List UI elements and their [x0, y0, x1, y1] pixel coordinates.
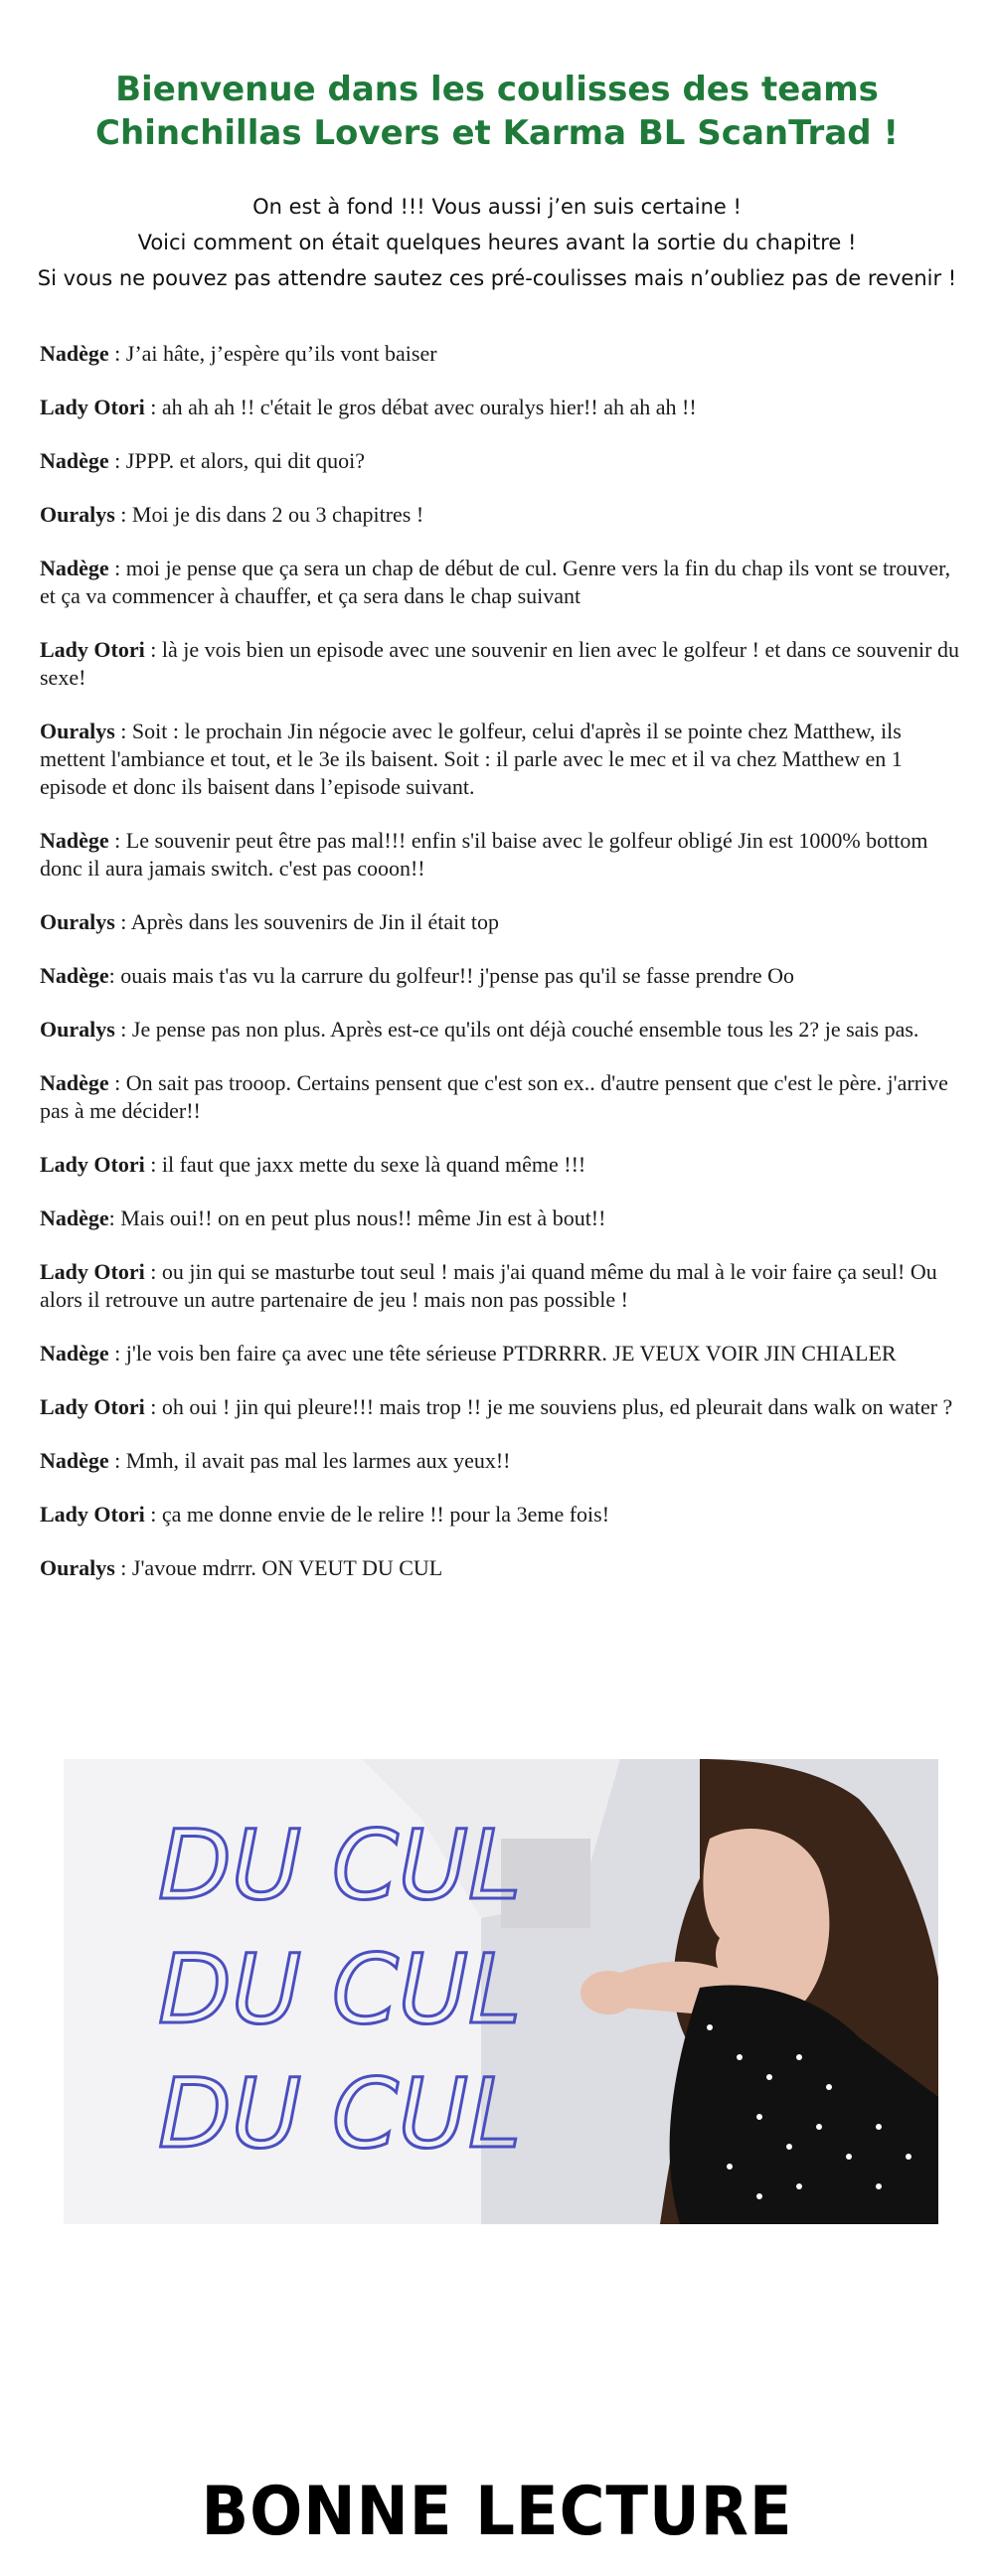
- chat-speaker: Nadège: [40, 341, 109, 366]
- bonne-lecture-label: BONNE LECTURE: [201, 2473, 793, 2551]
- chat-speaker: Lady Otori: [40, 1394, 145, 1419]
- chat-message: [40, 1340, 964, 1368]
- chat-text: : moi je pense que ça sera un chap de début de cul. Genre vers la fin du chap ils vont se trouver, et ça va commencer à chauffer, et ça sera dans le chap suivant: [40, 556, 951, 608]
- whiteboard-line-2: DU CUL: [158, 1934, 522, 2045]
- chat-speaker: Nadège: [40, 556, 109, 580]
- chat-speaker: Nadège: [40, 1206, 109, 1230]
- chat-message: [40, 962, 964, 990]
- chat-text: : J'avoue mdrrr. ON VEUT DU CUL: [114, 1555, 443, 1580]
- chat-text: : il faut que jaxx mette du sexe là quand même !!!: [144, 1152, 586, 1177]
- chat-message: [40, 908, 964, 936]
- chat-speaker: Lady Otori: [40, 1259, 145, 1284]
- chat-speaker: Nadège: [40, 448, 109, 473]
- chat-speaker: Ouralys: [40, 1017, 115, 1042]
- chat-message: [40, 1258, 964, 1314]
- gif-illustration: [64, 1759, 938, 2224]
- chat-message: [40, 340, 964, 368]
- chat-message: [40, 636, 964, 692]
- chat-speaker: Ouralys: [40, 502, 115, 527]
- chat-text: : J’ai hâte, j’espère qu’ils vont baiser: [108, 341, 437, 366]
- chat-log: [40, 340, 964, 1608]
- chat-text: : ça me donne envie de le relire !! pour la 3eme fois!: [144, 1502, 610, 1527]
- intro-line-2: Voici comment on était quelques heures avant la sortie du chapitre !: [137, 231, 857, 254]
- reaction-gif: [64, 1759, 938, 2224]
- chat-message: [40, 501, 964, 529]
- intro-text: [0, 189, 994, 296]
- chat-message: [40, 1069, 964, 1125]
- chat-message: [40, 555, 964, 610]
- page-title-line-1: Bienvenue dans les coulisses des teams: [115, 70, 879, 109]
- chat-text: : ah ah ah !! c'était le gros débat avec ouralys hier!! ah ah ah !!: [144, 395, 697, 419]
- chat-message: [40, 1205, 964, 1232]
- chat-text: : oh oui ! jin qui pleure!!! mais trop !! je me souviens plus, ed pleurait dans walk on water ?: [144, 1394, 953, 1419]
- chat-text: : On sait pas trooop. Certains pensent que c'est son ex.. d'autre pensent que c'est le père. j'arrive pas à me décider!!: [40, 1070, 948, 1123]
- chat-text: : Moi je dis dans 2 ou 3 chapitres !: [114, 502, 424, 527]
- chat-message: [40, 394, 964, 421]
- chat-message: [40, 1447, 964, 1475]
- chat-text: : Mmh, il avait pas mal les larmes aux yeux!!: [108, 1448, 511, 1473]
- chat-message: [40, 1151, 964, 1179]
- chat-text: : j'le vois ben faire ça avec une tête sérieuse PTDRRRR. JE VEUX VOIR JIN CHIALER: [108, 1341, 897, 1366]
- chat-speaker: Nadège: [40, 828, 109, 853]
- chat-text: : JPPP. et alors, qui dit quoi?: [108, 448, 365, 473]
- whiteboard-line-1: DU CUL: [158, 1810, 522, 1921]
- chat-speaker: Lady Otori: [40, 637, 145, 662]
- chat-message: [40, 718, 964, 801]
- intro-line-3: Si vous ne pouvez pas attendre sautez ces pré-coulisses mais n’oubliez pas de revenir !: [37, 266, 957, 290]
- page-title-line-2: Chinchillas Lovers et Karma BL ScanTrad !: [95, 113, 899, 153]
- chat-message: [40, 447, 964, 475]
- chat-speaker: Lady Otori: [40, 1502, 145, 1527]
- chat-message: [40, 1501, 964, 1529]
- chat-speaker: Nadège: [40, 1070, 109, 1095]
- chat-speaker: Lady Otori: [40, 395, 145, 419]
- chat-text: : ouais mais t'as vu la carrure du golfeur!! j'pense pas qu'il se fasse prendre Oo: [108, 963, 795, 988]
- chat-message: [40, 827, 964, 883]
- chat-text: : Soit : le prochain Jin négocie avec le golfeur, celui d'après il se pointe chez Matthew, ils mettent l'ambiance et tout, et le 3e ils baisent. Soit : il parle avec le mec et il va chez Matthew en 1 episode et donc ils baisent dans l’episode suivant.: [40, 719, 903, 799]
- chat-speaker: Ouralys: [40, 719, 115, 743]
- chat-message: [40, 1016, 964, 1044]
- chat-speaker: Nadège: [40, 963, 109, 988]
- intro-line-1: On est à fond !!! Vous aussi j’en suis certaine !: [252, 195, 742, 219]
- chat-text: : Je pense pas non plus. Après est-ce qu'ils ont déjà couché ensemble tous les 2? je sais pas.: [114, 1017, 919, 1042]
- chat-speaker: Nadège: [40, 1341, 109, 1366]
- chat-text: : Le souvenir peut être pas mal!!! enfin s'il baise avec le golfeur obligé Jin est 1000% bottom donc il aura jamais switch. c'est pas cooon!!: [40, 828, 928, 881]
- chat-text: : Après dans les souvenirs de Jin il était top: [114, 909, 499, 934]
- page-title: [0, 68, 994, 155]
- chat-text: : Mais oui!! on en peut plus nous!! même Jin est à bout!!: [108, 1206, 606, 1230]
- chat-speaker: Ouralys: [40, 1555, 115, 1580]
- chat-text: : ou jin qui se masturbe tout seul ! mais j'ai quand même du mal à le voir faire ça seul! Ou alors il retrouve un autre partenaire de jeu ! mais non pas possible !: [40, 1259, 937, 1312]
- whiteboard-line-3: DU CUL: [158, 2058, 522, 2170]
- chat-message: [40, 1393, 964, 1421]
- chat-speaker: Nadège: [40, 1448, 109, 1473]
- chat-speaker: Lady Otori: [40, 1152, 145, 1177]
- chat-text: : là je vois bien un episode avec une souvenir en lien avec le golfeur ! et dans ce souvenir du sexe!: [40, 637, 959, 690]
- chat-speaker: Ouralys: [40, 909, 115, 934]
- chat-message: [40, 1554, 964, 1582]
